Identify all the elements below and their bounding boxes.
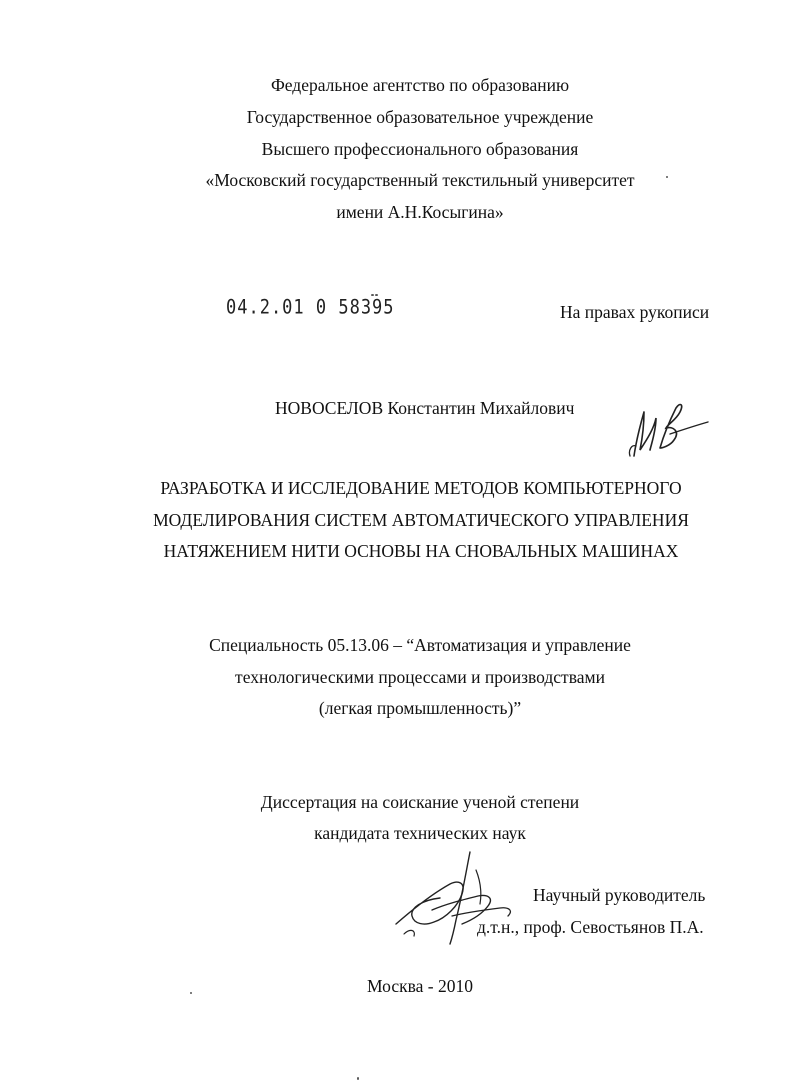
university-line: «Московский государственный текстильный университет bbox=[205, 170, 635, 190]
manuscript-rights: На правах рукописи bbox=[560, 302, 710, 322]
education-level-line: Высшего профессионального образования bbox=[261, 139, 579, 159]
author-name: НОВОСЕЛОВ Константин Михайлович bbox=[275, 398, 575, 418]
scan-speck bbox=[357, 1077, 359, 1080]
degree-line-2: кандидата технических наук bbox=[314, 823, 526, 843]
stamp-mark-2 bbox=[375, 294, 378, 296]
university-name-line: имени А.Н.Косыгина» bbox=[336, 202, 504, 222]
stamp-mark bbox=[371, 294, 374, 296]
institution-type-line: Государственное образовательное учреждение bbox=[246, 107, 594, 127]
specialty-line-1: Специальность 05.13.06 – “Автоматизация и управление bbox=[209, 635, 631, 655]
thesis-title-line-3: НАТЯЖЕНИЕМ НИТИ ОСНОВЫ НА СНОВАЛЬНЫХ МАШИНАХ bbox=[163, 541, 679, 561]
agency-line: Федеральное агентство по образованию bbox=[270, 75, 570, 95]
specialty-line-2: технологическими процессами и производствами bbox=[235, 667, 605, 687]
thesis-title-line-2: МОДЕЛИРОВАНИЯ СИСТЕМ АВТОМАТИЧЕСКОГО УПРАВЛЕНИЯ bbox=[153, 510, 689, 530]
scan-speck bbox=[666, 176, 668, 178]
supervisor-name: д.т.н., проф. Севостьянов П.А. bbox=[477, 917, 704, 937]
supervisor-role: Научный руководитель bbox=[533, 885, 706, 905]
thesis-title-line-1: РАЗРАБОТКА И ИССЛЕДОВАНИЕ МЕТОДОВ КОМПЬЮТЕРНОГО bbox=[160, 478, 682, 498]
scan-speck bbox=[190, 992, 192, 994]
registration-stamp: 04.2.01 0 58395 bbox=[226, 296, 395, 319]
specialty-line-3: (легкая промышленность)” bbox=[318, 698, 522, 718]
degree-line-1: Диссертация на соискание ученой степени bbox=[260, 792, 580, 812]
city-year: Москва - 2010 bbox=[367, 976, 473, 996]
author-signature bbox=[622, 398, 712, 460]
